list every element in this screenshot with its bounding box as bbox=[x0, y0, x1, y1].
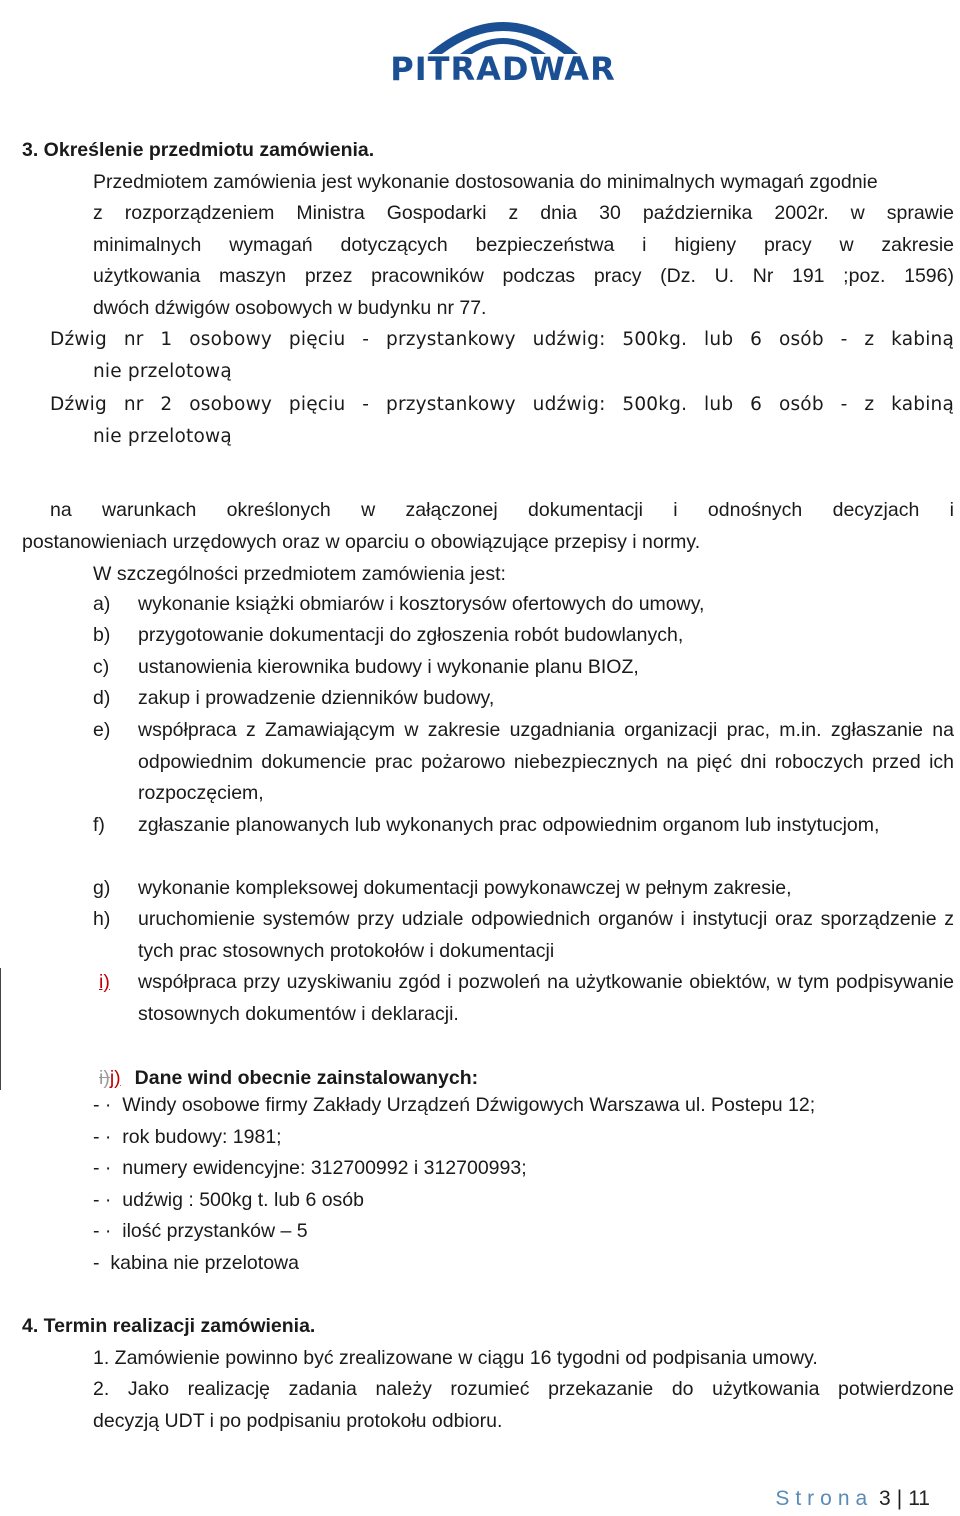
conditions-line-2: postanowieniach urzędowych oraz w oparciu o obowiązujące przepisy i normy. bbox=[22, 531, 701, 553]
footer-page: 3 bbox=[879, 1487, 891, 1510]
logo-graphic bbox=[368, 4, 638, 84]
list-item-label: e) bbox=[93, 719, 111, 741]
list-item-label: a) bbox=[93, 593, 111, 615]
existing-entry-text: numery ewidencyjne: 312700992 i 312700993; bbox=[122, 1157, 527, 1179]
list-item-text: zakup i prowadzenie dzienników budowy, bbox=[138, 687, 495, 709]
existing-lifts-heading-row bbox=[99, 1066, 478, 1090]
list-item-text: wykonanie książki obmiarów i kosztorysów ofertowych do umowy, bbox=[138, 593, 705, 615]
existing-entry-3: - · numery ewidencyjne: 312700992 i 312700993; bbox=[93, 1157, 527, 1179]
intro-line-3: minimalnych wymagań dotyczących bezpieczeństwa i higieny pracy w zakresie bbox=[93, 234, 954, 256]
list-item-text: ustanowienia kierownika budowy i wykonanie planu BIOZ, bbox=[138, 656, 639, 678]
list-item-label: h) bbox=[93, 908, 111, 930]
existing-entry-text: Windy osobowe firmy Zakłady Urządzeń Dźwigowych Warszawa ul. Postepu 12; bbox=[122, 1094, 816, 1116]
existing-entry-1: - · Windy osobowe firmy Zakłady Urządzeń Dźwigowych Warszawa ul. Postepu 12; bbox=[93, 1094, 816, 1116]
specific-intro: W szczególności przedmiotem zamówienia jest: bbox=[93, 563, 506, 585]
list-item-text: zgłaszanie planowanych lub wykonanych prac odpowiednim organom lub instytucjom, bbox=[138, 814, 880, 836]
revision-marker bbox=[0, 968, 1, 1090]
footer-label: Strona bbox=[775, 1487, 874, 1510]
section-4-line-2: 2. Jako realizację zadania należy rozumieć przekazanie do użytkowania potwierdzone bbox=[93, 1378, 954, 1400]
section-4-line-3: decyzją UDT i po podpisaniu protokołu odbioru. bbox=[93, 1410, 503, 1432]
inserted-label: j) bbox=[109, 1067, 121, 1089]
conditions-line-1: na warunkach określonych w załączonej dokumentacji i odnośnych decyzjach i bbox=[50, 499, 954, 521]
intro-line-1: Przedmiotem zamówienia jest wykonanie dostosowania do minimalnych wymagań zgodnie bbox=[93, 171, 878, 193]
intro-line-2: z rozporządzeniem Ministra Gospodarki z dnia 30 października 2002r. w sprawie bbox=[93, 202, 954, 224]
list-item-text: przygotowanie dokumentacji do zgłoszenia robót budowlanych, bbox=[138, 624, 684, 646]
lift-2-line-2: nie przelotową bbox=[93, 426, 232, 447]
footer-total: 11 bbox=[908, 1487, 930, 1510]
existing-entry-4: - · udźwig : 500kg t. lub 6 osób bbox=[93, 1189, 364, 1211]
existing-entry-text: ilość przystanków – 5 bbox=[122, 1220, 308, 1242]
list-item-label: g) bbox=[93, 877, 111, 899]
section-3-heading: 3. Określenie przedmiotu zamówienia. bbox=[22, 139, 375, 161]
list-item-label: f) bbox=[93, 814, 105, 836]
existing-entry-text: kabina nie przelotowa bbox=[110, 1252, 299, 1274]
logo-text: PITRADWAR bbox=[390, 50, 616, 84]
list-item-text: współpraca z Zamawiającym w zakresie uzgadniania organizacji prac, m.in. zgłaszanie na odpowiednim dokumencie prac pożarowo niebezpiecznych na pięć dni roboczych przed ich rozpoczęciem, bbox=[138, 719, 954, 805]
list-item-label: i) bbox=[99, 971, 110, 993]
footer-separator: | bbox=[896, 1487, 903, 1510]
lift-2-line-1: Dźwig nr 2 osobowy pięciu - przystankowy udźwig: 500kg. lub 6 osób - z kabiną bbox=[50, 394, 954, 415]
lift-1-line-2: nie przelotową bbox=[93, 361, 232, 382]
intro-line-4: użytkowania maszyn przez pracowników podczas pracy (Dz. U. Nr 191 ;poz. 1596) bbox=[93, 265, 954, 287]
existing-entry-text: rok budowy: 1981; bbox=[122, 1126, 282, 1148]
page-footer bbox=[775, 1487, 930, 1511]
section-4-heading: 4. Termin realizacji zamówienia. bbox=[22, 1315, 316, 1337]
list-item-label: c) bbox=[93, 656, 110, 678]
existing-lifts-heading: Dane wind obecnie zainstalowanych: bbox=[134, 1067, 479, 1089]
existing-entry-5: - · ilość przystanków – 5 bbox=[93, 1220, 308, 1242]
existing-entry-text: udźwig : 500kg t. lub 6 osób bbox=[122, 1189, 364, 1211]
existing-entry-6: - kabina nie przelotowa bbox=[93, 1252, 299, 1274]
intro-line-5: dwóch dźwigów osobowych w budynku nr 77. bbox=[93, 297, 487, 319]
existing-entry-2: - · rok budowy: 1981; bbox=[93, 1126, 282, 1148]
list-item-text: współpraca przy uzyskiwaniu zgód i pozwoleń na użytkowanie obiektów, w tym podpisywanie stosownych dokumentów i deklaracji. bbox=[138, 971, 954, 1025]
lift-1-line-1: Dźwig nr 1 osobowy pięciu - przystankowy udźwig: 500kg. lub 6 osób - z kabiną bbox=[50, 329, 954, 350]
list-item-label: d) bbox=[93, 687, 111, 709]
company-logo bbox=[368, 4, 638, 84]
deleted-label: i) bbox=[99, 1067, 110, 1089]
list-item-label: b) bbox=[93, 624, 111, 646]
list-item-text: uruchomienie systemów przy udziale odpowiednich organów i instytucji oraz sporządzenie z tych prac stosownych protokołów i dokumentacji bbox=[138, 908, 954, 962]
section-4-line-1: 1. Zamówienie powinno być zrealizowane w ciągu 16 tygodni od podpisania umowy. bbox=[93, 1347, 818, 1369]
list-item-text: wykonanie kompleksowej dokumentacji powykonawczej w pełnym zakresie, bbox=[138, 877, 792, 899]
